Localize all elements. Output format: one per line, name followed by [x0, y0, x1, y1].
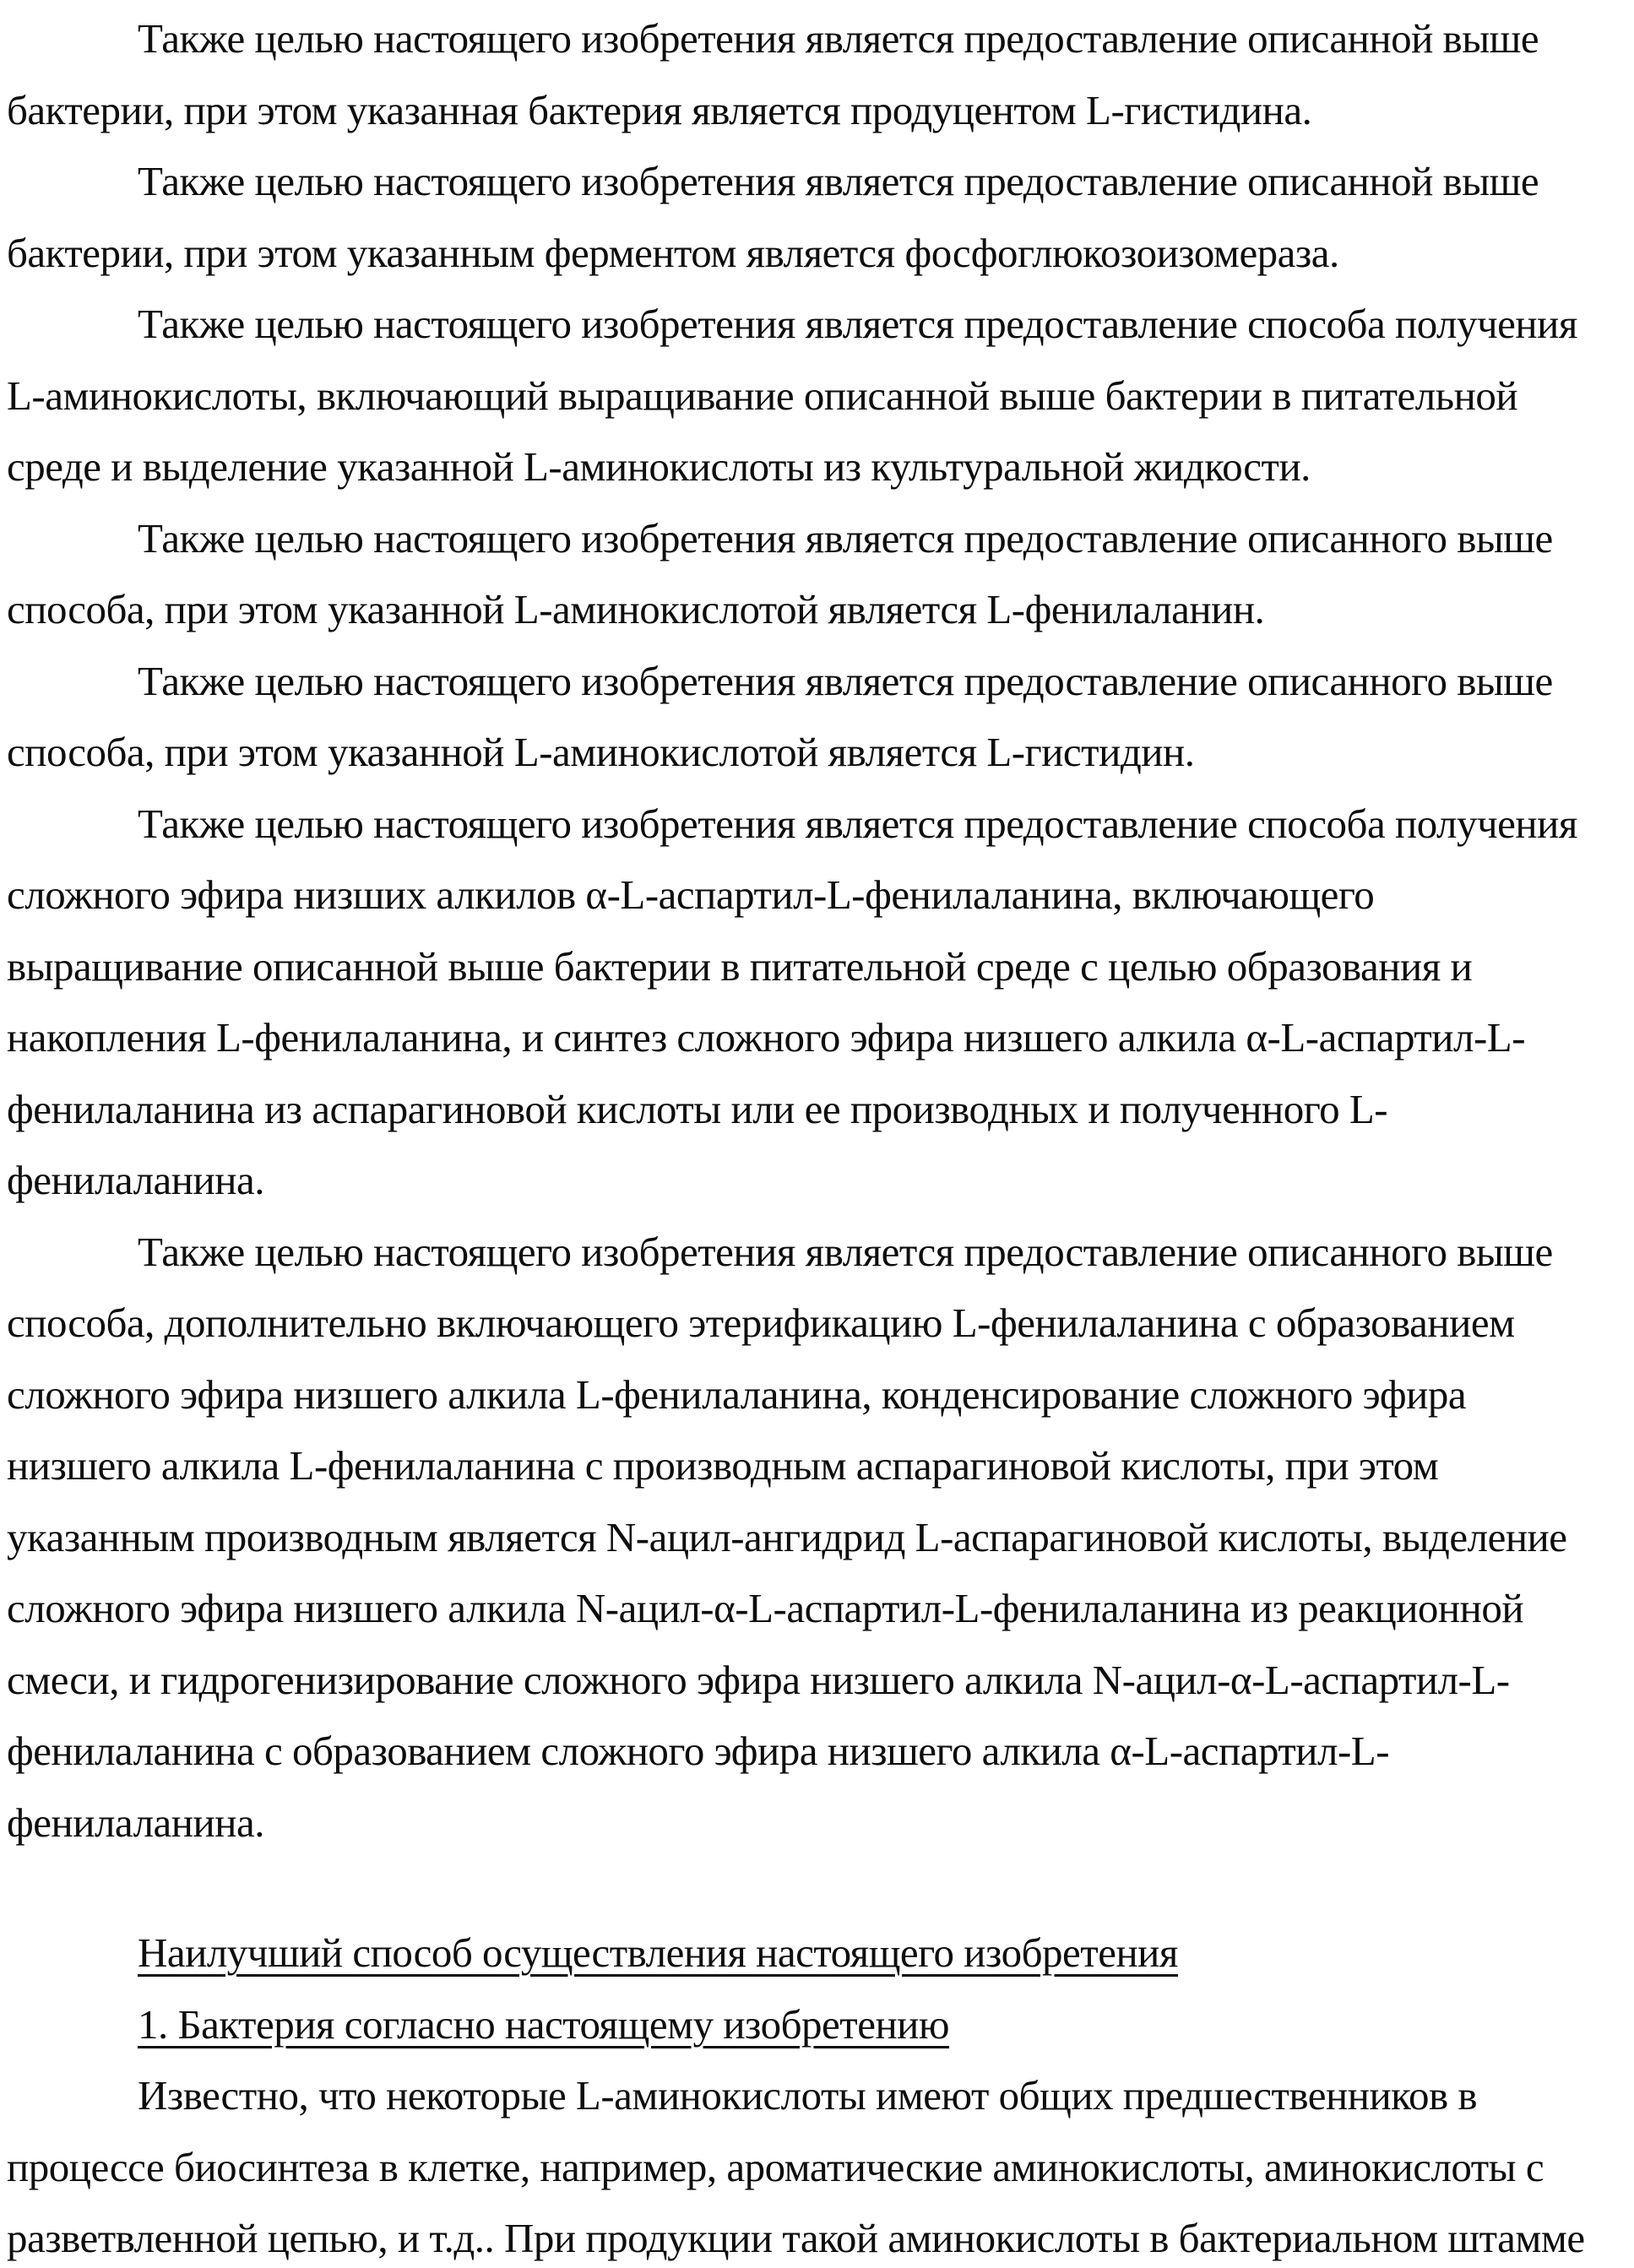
text-line: фенилаланина с образованием сложного эфира низшего алкила α-L-аспартил-L- [7, 1728, 1390, 1774]
section-heading-best-mode [0, 1918, 1634, 1989]
text-line: низшего алкила L-фенилаланина с производным аспарагиновой кислоты, при этом [7, 1442, 1439, 1489]
text-line: бактерии, при этом указанная бактерия является продуцентом L-гистидина. [7, 86, 1312, 133]
text-line: способа, при этом указанной L-аминокислотой является L-фенилаланин. [7, 586, 1265, 632]
text-line: сложного эфира низших алкилов α-L-аспартил-L-фенилаланина, включающего [7, 871, 1375, 918]
text-line: процессе биосинтеза в клетке, например, ароматические аминокислоты, аминокислоты с [7, 2143, 1544, 2190]
text-line: выращивание описанной выше бактерии в питательной среде с целью образования и [7, 942, 1473, 990]
text-line: Также целью настоящего изобретения является предоставление описанного выше [138, 514, 1553, 562]
text-line: Также целью настоящего изобретения является предоставление описанного выше [138, 1228, 1553, 1275]
text-line: сложного эфира низшего алкила N-ацил-α-L-аспартил-L-фенилаланина из реакционной [7, 1585, 1524, 1631]
text-line: L-аминокислоты, включающий выращивание описанной выше бактерии в питательной [7, 372, 1518, 419]
text-line: Также целью настоящего изобретения является предоставление описанной выше [138, 15, 1539, 62]
text-line: среде и выделение указанной L-аминокислоты из культуральной жидкости. [7, 443, 1311, 490]
text-line: разветвленной цепью, и т.д.. При продукции такой аминокислоты в бактериальном штамме [7, 2215, 1585, 2261]
text-line: сложного эфира низшего алкила L-фенилаланина, конденсирование сложного эфира [7, 1370, 1467, 1418]
text-line: фенилаланина. [7, 1799, 264, 1846]
text-line: смеси, и гидрогенизирование сложного эфира низшего алкила N-ацил-α-L-аспартил-L- [7, 1656, 1510, 1703]
text-line: Также целью настоящего изобретения является предоставление способа получения [138, 301, 1577, 347]
section-heading-bacterium-text: 1. Бактерия согласно настоящему изобретению [138, 2000, 950, 2048]
text-line: фенилаланина из аспарагиновой кислоты или ее производных и полученного L- [7, 1085, 1388, 1132]
text-line: Также целью настоящего изобретения является предоставление описанной выше [138, 158, 1539, 204]
section-gap [0, 1858, 1634, 1918]
text-line: накопления L-фенилаланина, и синтез сложного эфира низшего алкила α-L-аспартил-L- [7, 1014, 1526, 1061]
text-line: фенилаланина. [7, 1157, 264, 1203]
text-line: Также целью настоящего изобретения является предоставление описанного выше [138, 657, 1553, 704]
section-heading-bacterium [0, 1989, 1634, 2061]
text-line: Также целью настоящего изобретения является предоставление способа получения [138, 800, 1577, 847]
text-line: бактерии, при этом указанным ферментом является фосфоглюкозоизомераза. [7, 229, 1339, 276]
text-line: способа, дополнительно включающего этерификацию L-фенилаланина с образованием [7, 1299, 1515, 1346]
text-line: способа, при этом указанной L-аминокислотой является L-гистидин. [7, 729, 1195, 775]
text-line: указанным производным является N-ацил-ангидрид L-аспарагиновой кислоты, выделение [7, 1513, 1567, 1560]
text-line: Известно, что некоторые L-аминокислоты имеют общих предшественников в [138, 2072, 1478, 2119]
section-heading-best-mode-text: Наилучший способ осуществления настоящего изобретения [138, 1929, 1178, 1976]
